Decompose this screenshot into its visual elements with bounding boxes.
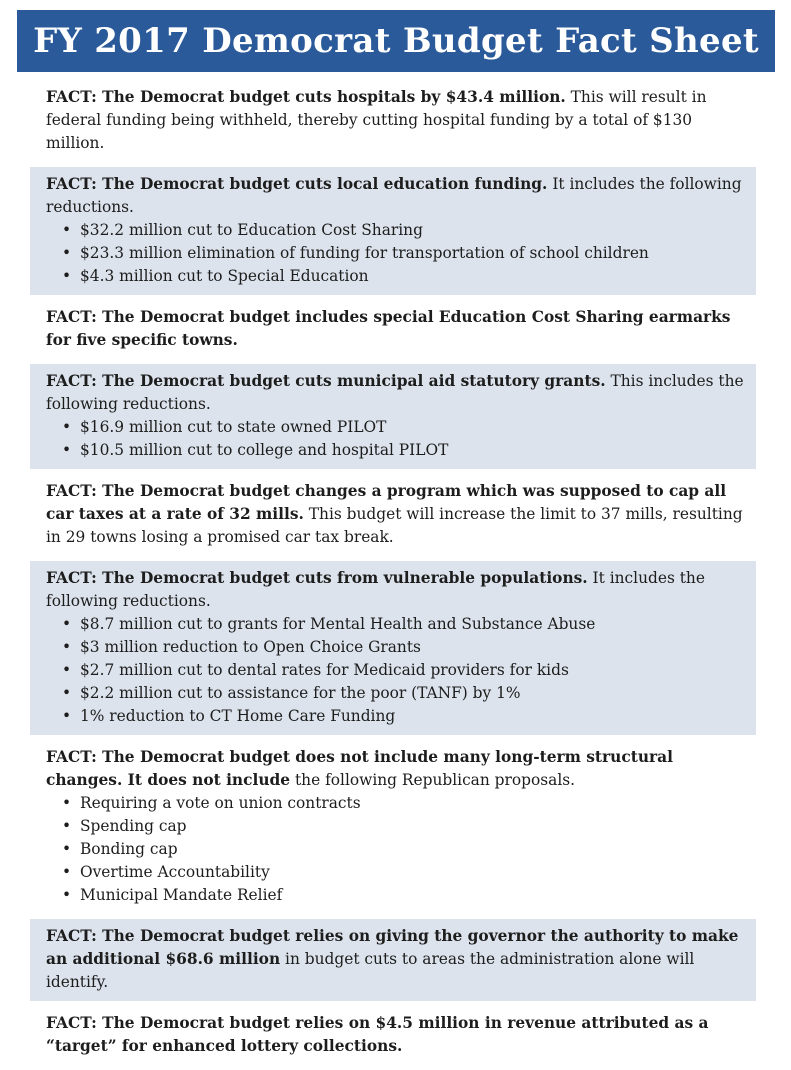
fact-headline: FACT: The Democrat budget does not include many long-term structural changes. It does not include xyxy=(46,748,673,789)
fact-list xyxy=(30,80,756,1070)
list-item: • $3 million reduction to Open Choice Grants xyxy=(80,636,744,659)
fact-headline: FACT: The Democrat budget cuts local education funding. xyxy=(46,175,548,193)
list-item: • $16.9 million cut to state owned PILOT xyxy=(80,416,744,439)
fact-hospitals xyxy=(30,80,756,162)
fact-detail: It includes the following reductions. xyxy=(46,569,705,610)
fact-car-tax xyxy=(30,474,756,556)
fact-lottery xyxy=(30,1006,756,1065)
fact-detail: the following Republican proposals. xyxy=(290,771,576,789)
list-item: • $2.2 million cut to assistance for the poor (TANF) by 1% xyxy=(80,682,744,705)
fact-education xyxy=(30,167,756,295)
fact-headline: FACT: The Democrat budget relies on $4.5 million in revenue attributed as a “target” for enhanced lottery collections. xyxy=(46,1014,709,1055)
list-item: • $10.5 million cut to college and hospital PILOT xyxy=(80,439,744,462)
fact-headline: FACT: The Democrat budget cuts from vulnerable populations. xyxy=(46,569,588,587)
fact-municipal-aid xyxy=(30,364,756,469)
fact-headline: FACT: The Democrat budget changes a program which was supposed to cap all car taxes at a rate of 32 mills. xyxy=(46,482,727,523)
fact-governor-authority xyxy=(30,919,756,1001)
fact-detail: in budget cuts to areas the administration alone will identify. xyxy=(46,950,695,991)
fact-earmarks xyxy=(30,300,756,359)
list-item: • $23.3 million elimination of funding for transportation of school children xyxy=(80,242,744,265)
list-item: • $8.7 million cut to grants for Mental Health and Substance Abuse xyxy=(80,613,744,636)
list-item: • Municipal Mandate Relief xyxy=(80,884,744,907)
fact-headline: FACT: The Democrat budget includes special Education Cost Sharing earmarks for five specific towns. xyxy=(46,308,731,349)
fact-vulnerable-populations xyxy=(30,561,756,735)
fact-headline: FACT: The Democrat budget relies on giving the governor the authority to make an additional $68.6 million xyxy=(46,927,739,968)
reduction-list xyxy=(46,416,744,462)
reduction-list xyxy=(46,613,744,728)
list-item: • 1% reduction to CT Home Care Funding xyxy=(80,705,744,728)
fact-detail: This budget will increase the limit to 37 mills, resulting in 29 towns losing a promised car tax break. xyxy=(46,505,743,546)
page-title: FY 2017 Democrat Budget Fact Sheet xyxy=(17,10,775,72)
fact-structural-changes xyxy=(30,740,756,914)
list-item: • Bonding cap xyxy=(80,838,744,861)
list-item: • $32.2 million cut to Education Cost Sharing xyxy=(80,219,744,242)
list-item: • $2.7 million cut to dental rates for Medicaid providers for kids xyxy=(80,659,744,682)
list-item: • Overtime Accountability xyxy=(80,861,744,884)
reduction-list xyxy=(46,219,744,288)
list-item: • Requiring a vote on union contracts xyxy=(80,792,744,815)
fact-headline: FACT: The Democrat budget cuts municipal aid statutory grants. xyxy=(46,372,606,390)
proposal-list xyxy=(46,792,744,907)
list-item: • $4.3 million cut to Special Education xyxy=(80,265,744,288)
list-item: • Spending cap xyxy=(80,815,744,838)
fact-detail: This includes the following reductions. xyxy=(46,372,744,413)
fact-detail: This will result in federal funding being withheld, thereby cutting hospital funding by a total of $130 million. xyxy=(46,88,707,152)
fact-headline: FACT: The Democrat budget cuts hospitals by $43.4 million. xyxy=(46,88,566,106)
fact-detail: It includes the following reductions. xyxy=(46,175,742,216)
